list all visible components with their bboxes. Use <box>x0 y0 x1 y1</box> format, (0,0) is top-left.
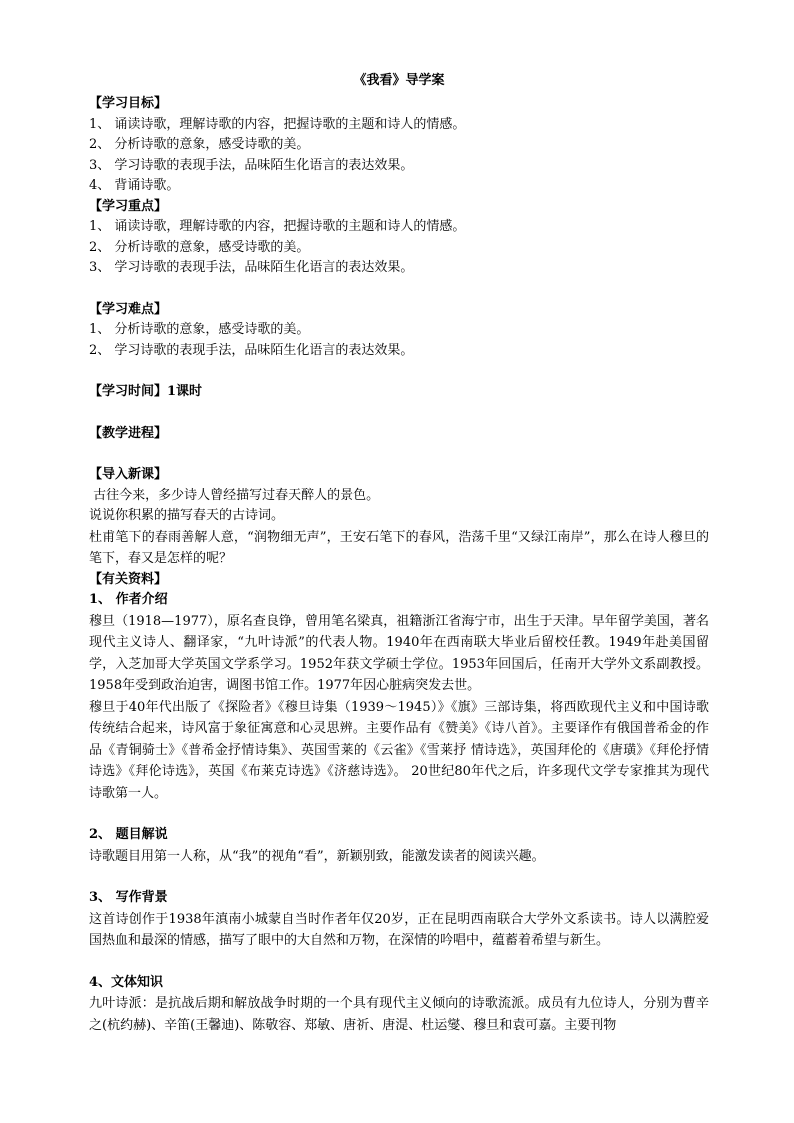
title-explanation-heading: 2、 题目解说 <box>89 827 168 842</box>
goals-item: 4、 背诵诗歌。 <box>89 178 180 193</box>
intro-line: 说说你积累的描写春天的古诗词。 <box>89 508 285 523</box>
background-text: 这首诗创作于1938年滇南小城蒙自当时作者年仅20岁，正在昆明西南联合大学外文系读书。诗人以满腔爱国热血和最深的情感，描写了眼中的大自然和万物，在深情的吟唱中，蕴蓄着希望与新生。 <box>89 911 709 948</box>
focus-item: 1、 诵读诗歌，理解诗歌的内容，把握诗歌的主题和诗人的情感。 <box>89 219 466 234</box>
author-paragraph: 穆旦于40年代出版了《探险者》《穆旦诗集（1939～1945）》《旗》三部诗集，将西欧现代主义和中国诗歌传统结合起来，诗风富于象征寓意和心灵思辨。主要作品有《赞美》《诗八首》。主要译作有俄国普希金的作品《青铜骑士》《普希金抒情诗集》、英国雪莱的《云雀》《雪莱抒 情诗选》，英国拜伦的《唐璜》《拜伦抒情诗选》《拜伦诗选》，英国《布莱克诗选》《济慈诗选》。 20世纪80年代之后，许多现代文学专家推其为现代诗歌第一人。 <box>89 699 709 801</box>
goals-item: 1、 诵读诗歌，理解诗歌的内容，把握诗歌的主题和诗人的情感。 <box>89 116 466 132</box>
difficulty-item: 2、 学习诗歌的表现手法，品味陌生化语言的表达效果。 <box>89 342 414 358</box>
goals-item: 2、 分析诗歌的意象，感受诗歌的美。 <box>89 137 310 152</box>
background-heading: 3、 写作背景 <box>89 890 168 905</box>
author-heading: 1、 作者介绍 <box>89 592 168 607</box>
genre-text: 九叶诗派：是抗战后期和解放战争时期的一个具有现代主义倾向的诗歌流派。成员有九位诗人，分别为曹辛之(杭约赫)、辛笛(王馨迪)、陈敬容、郑敏、唐祈、唐湜、杜运燮、穆旦和袁可嘉。主要刊物 <box>89 996 709 1033</box>
difficulty-heading: 【学习难点】 <box>89 301 168 317</box>
title-explanation-text: 诗歌题目用第一人称，从“我”的视角“看”，新颖别致，能激发读者的阅读兴趣。 <box>89 848 545 864</box>
time-heading: 【学习时间】1课时 <box>89 384 203 399</box>
intro-line: 古往今来，多少诗人曾经描写过春天醉人的景色。 <box>89 487 380 503</box>
materials-heading: 【有关资料】 <box>89 571 168 587</box>
document-page <box>89 72 709 1036</box>
intro-paragraph: 杜甫笔下的春雨善解人意，“润物细无声”，王安石笔下的春风，浩荡千里“又绿江南岸”，那么在诗人穆旦的笔下，春又是怎样的呢？ <box>89 529 709 566</box>
difficulty-item: 1、 分析诗歌的意象，感受诗歌的美。 <box>89 322 310 337</box>
genre-heading: 4、文体知识 <box>89 974 164 990</box>
intro-heading: 【导入新课】 <box>89 467 168 482</box>
document-title: 《我看》导学案 <box>353 73 445 88</box>
focus-item: 3、 学习诗歌的表现手法，品味陌生化语言的表达效果。 <box>89 260 414 275</box>
author-paragraph: 穆旦（1918—1977），原名查良铮，曾用笔名梁真，祖籍浙江省海宁市，出生于天津。早年留学美国，著名现代主义诗人、翻译家，“九叶诗派”的代表人物。1940年在西南联大毕业后留校任教。1949年赴美国留学，入芝加哥大学英国文学系学习。1952年获文学硕士学位。1953年回国后，任南开大学外文系副教授。1958年受到政治迫害，调图书馆工作。1977年因心脏病突发去世。 <box>89 613 709 693</box>
goals-heading: 【学习目标】 <box>89 96 168 111</box>
goals-item: 3、 学习诗歌的表现手法，品味陌生化语言的表达效果。 <box>89 157 414 173</box>
process-heading: 【教学进程】 <box>89 425 168 441</box>
focus-item: 2、 分析诗歌的意象，感受诗歌的美。 <box>89 239 310 255</box>
focus-heading: 【学习重点】 <box>89 198 168 214</box>
